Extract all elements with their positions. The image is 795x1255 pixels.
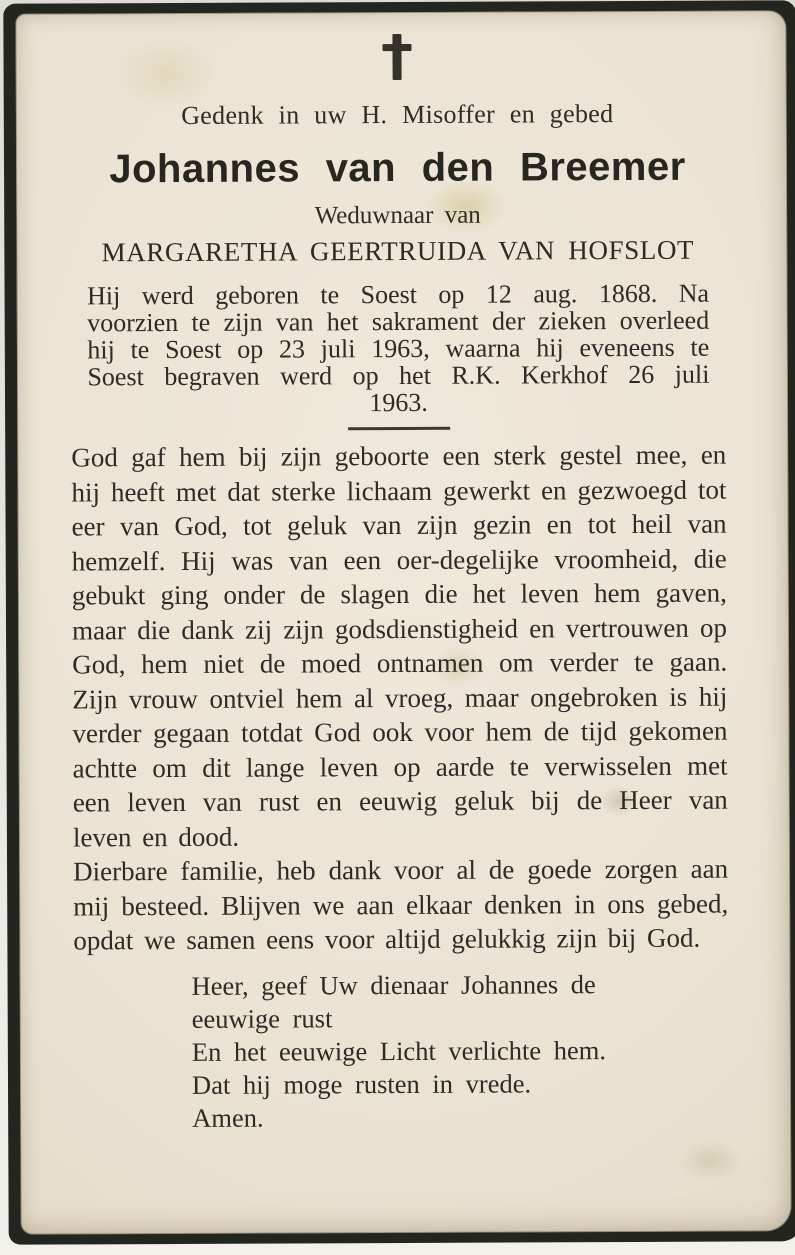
eulogy-paragraph: God gaf hem bij zijn geboorte een sterk gestel mee, en hij heeft met dat sterke lichaam gewerkt en gezwoegd tot eer van God, tot geluk van zijn gezin en tot heil van hemzelf. Hij was van een oer-degelijke vroomheid, die gebukt ging onder de slagen die het leven hem gaven, maar die dank zij zijn godsdienstigheid en vertrouwen op God, hem niet de moed ontnamen om verder te gaan. Zijn vrouw ontviel hem al vroeg, maar ongebroken is hij verder gegaan totdat God ook voor hem de tijd gekomen achtte om dit lange leven op aarde te verwisselen met een leven van rust en eeuwig geluk bij de Heer van leven en dood. bbox=[71, 439, 728, 852]
remembrance-line: Gedenk in uw H. Misoffer en gebed bbox=[181, 99, 614, 130]
prayer-line: Amen. bbox=[192, 1102, 264, 1133]
relation-line: Weduwnaar van bbox=[314, 201, 481, 230]
life-summary-paragraph: Hij werd geboren te Soest op 12 aug. 1868. Na voorzien te zijn van het sakrament der zieken overleed hij te Soest op 23 juli 1963, waarna hij eveneens te Soest begraven werd op het R.K. Kerkhof 26 juli 1963. bbox=[87, 278, 710, 418]
section-divider bbox=[348, 427, 450, 430]
farewell-paragraph: Dierbare familie, heb dank voor al de goede zorgen aan mij besteed. Blijven we aan elkaar denken in ons gebed, opdat we samen eens voor altijd gelukkig zijn bij God. bbox=[73, 853, 729, 956]
deceased-name: Johannes van den Breemer bbox=[109, 144, 686, 192]
prayer-line: Heer, geef Uw dienaar Johannes de eeuwige rust bbox=[191, 968, 596, 1034]
prayer-block bbox=[192, 967, 671, 1134]
spouse-name: MARGARETHA GEERTRUIDA VAN HOFSLOT bbox=[101, 234, 695, 268]
prayer-line: Dat hij moge rusten in vrede. bbox=[191, 1067, 532, 1100]
card-scan-edge bbox=[3, 0, 795, 1244]
memorial-card bbox=[15, 10, 791, 1234]
prayer-line: En het eeuwige Licht verlichte hem. bbox=[191, 1034, 607, 1067]
cross-icon bbox=[392, 34, 401, 80]
